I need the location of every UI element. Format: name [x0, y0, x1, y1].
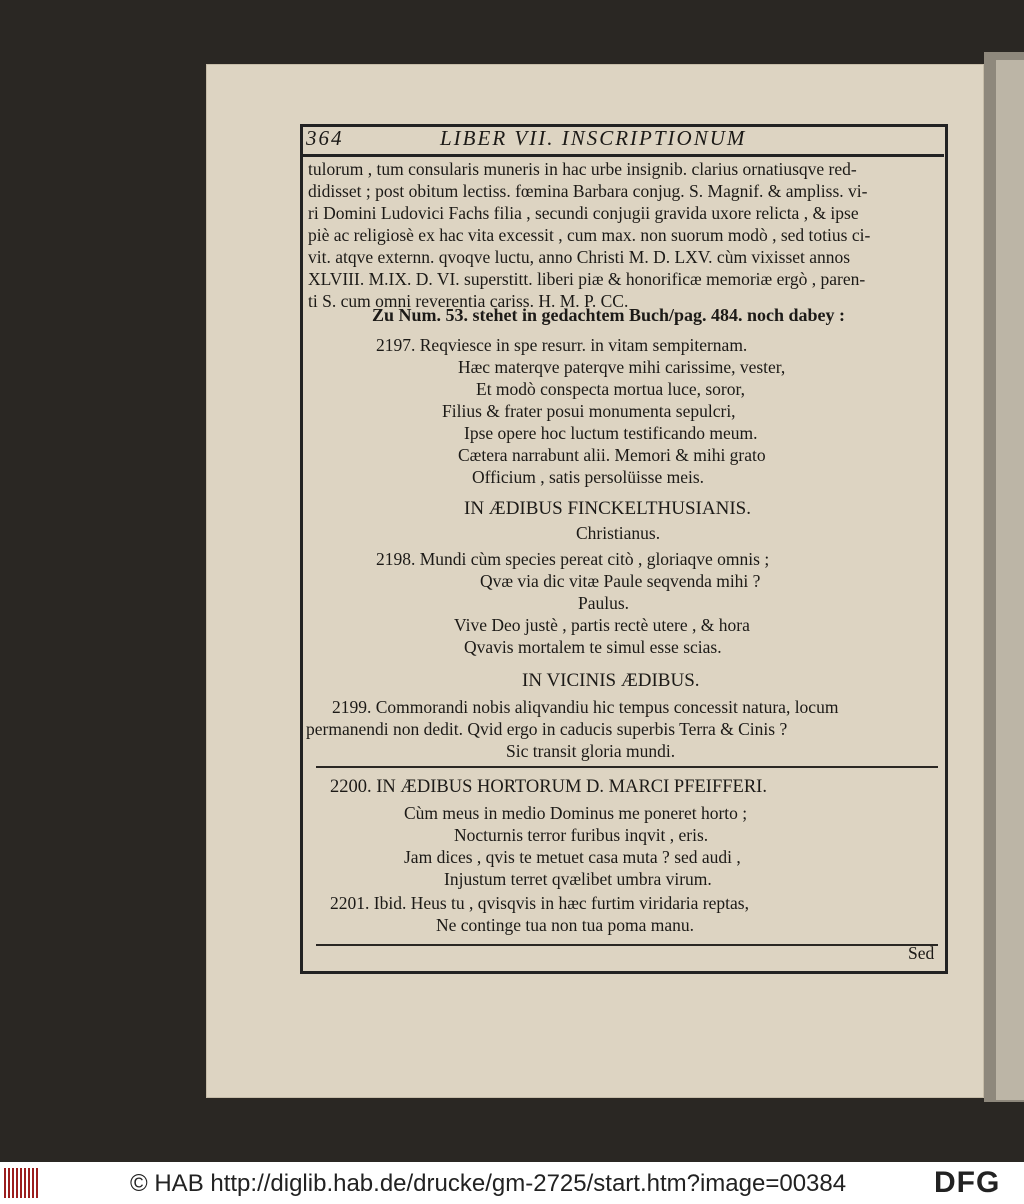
- inscription-2197-line: Hæc materqve paterqve mihi carissime, vester,: [458, 357, 786, 377]
- intro-line: piè ac religiosè ex hac vita excessit , cum max. non suorum modò , sed totius ci-: [308, 225, 871, 245]
- running-head: LIBER VII. INSCRIPTIONUM: [440, 126, 747, 150]
- section-divider: [316, 766, 938, 768]
- bottom-rule: [316, 944, 938, 946]
- inscription-2197-line: Cætera narrabunt alii. Memori & mihi grato: [458, 445, 766, 465]
- footer-bar: [0, 1162, 1024, 1204]
- inscription-2197-line: Et modò conspecta mortua luce, soror,: [476, 379, 746, 399]
- intro-line: ri Domini Ludovici Fachs filia , secundi conjugii gravida uxore relicta , & ipse: [308, 203, 859, 223]
- inscription-2199-line: permanendi non dedit. Qvid ergo in caducis superbis Terra & Cinis ?: [306, 719, 788, 739]
- inscription-2197-line: Officium , satis persolüisse meis.: [472, 467, 705, 487]
- intro-line: ti S. cum omni reverentia cariss. H. M. P. CC.: [308, 291, 629, 311]
- inscription-2197-line: Filius & frater posui monumenta sepulcri,: [442, 401, 736, 421]
- inscription-2200-line: Jam dices , qvis te metuet casa muta ? sed audi ,: [404, 847, 741, 867]
- page-number: 364: [306, 126, 344, 150]
- german-reference-line: Zu Num. 53. stehet in gedachtem Buch/pag. 484. noch dabey :: [372, 305, 846, 325]
- inscription-2201-line: 2201. Ibid. Heus tu , qvisqvis in hæc furtim viridaria reptas,: [330, 893, 749, 913]
- inscription-2201-line: Ne continge tua non tua poma manu.: [436, 915, 695, 935]
- dfg-logo: DFG: [934, 1166, 1001, 1199]
- speaker-paulus: Paulus.: [578, 593, 630, 613]
- hab-logo-icon: [4, 1168, 46, 1198]
- intro-line: didisset ; post obitum lectiss. fœmina Barbara conjug. S. Magnif. & ampliss. vi-: [308, 181, 868, 201]
- section-heading-finckelthusianis: IN ÆDIBUS FINCKELTHUSIANIS.: [464, 498, 751, 519]
- header-rule: [300, 154, 944, 157]
- intro-line: tulorum , tum consularis muneris in hac urbe insignib. clarius ornatiusqve red-: [308, 159, 857, 179]
- speaker-christianus: Christianus.: [576, 523, 661, 543]
- inscription-2198-line: 2198. Mundi cùm species pereat citò , gloriaqve omnis ;: [376, 549, 770, 569]
- inscription-2199-line: 2199. Commorandi nobis aliqvandiu hic tempus concessit natura, locum: [332, 697, 839, 717]
- section-heading-2200: 2200. IN ÆDIBUS HORTORUM D. MARCI PFEIFFERI.: [330, 777, 767, 797]
- inscription-2197-line: 2197. Reqviesce in spe resurr. in vitam sempiternam.: [376, 335, 748, 355]
- inscription-2198-line: Qvavis mortalem te simul esse scias.: [464, 637, 722, 657]
- inscription-2200-line: Nocturnis terror furibus inqvit , eris.: [454, 825, 709, 845]
- intro-line: XLVIII. M.IX. D. VI. superstitt. liberi piæ & honorificæ memoriæ ergò , paren-: [308, 269, 866, 289]
- inscription-2200-line: Injustum terret qvælibet umbra virum.: [444, 869, 712, 889]
- inscription-2198-line: Vive Deo justè , partis rectè utere , & hora: [454, 615, 750, 635]
- inscription-2198-line: Qvæ via dic vitæ Paule seqvenda mihi ?: [480, 571, 761, 591]
- intro-line: vit. atqve externn. qvoqve luctu, anno Christi M. D. LXV. cùm vixisset annos: [308, 247, 851, 267]
- footer-caption[interactable]: © HAB http://diglib.hab.de/drucke/gm-2725/start.htm?image=00384: [130, 1170, 847, 1197]
- inscription-2200-line: Cùm meus in medio Dominus me poneret horto ;: [404, 803, 748, 823]
- catchword: Sed: [908, 943, 935, 963]
- adjacent-page-strip: [996, 60, 1024, 1100]
- inscription-2197-line: Ipse opere hoc luctum testificando meum.: [464, 423, 758, 443]
- section-heading-vicinis: IN VICINIS ÆDIBUS.: [522, 670, 700, 691]
- inscription-2199-closing: Sic transit gloria mundi.: [506, 741, 676, 761]
